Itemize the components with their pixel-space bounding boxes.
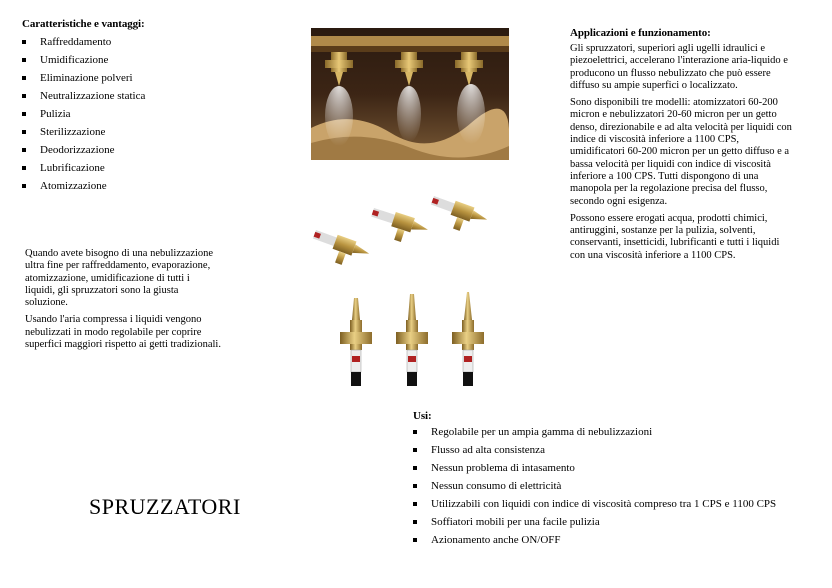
features-section bbox=[22, 18, 272, 195]
angled-nozzles-image bbox=[306, 190, 506, 280]
page-title: SPRUZZATORI bbox=[89, 494, 241, 519]
spray-nozzles-photo bbox=[311, 28, 509, 160]
list-item: Soffiatori mobili per una facile pulizia bbox=[413, 513, 823, 531]
list-item: Atomizzazione bbox=[22, 177, 272, 195]
list-item: Nessun consumo di elettricità bbox=[413, 477, 823, 495]
list-item: Deodorizzazione bbox=[22, 141, 272, 159]
bullet-icon bbox=[22, 40, 26, 44]
intro-text bbox=[25, 248, 221, 356]
applications-section bbox=[570, 27, 792, 267]
bullet-icon bbox=[413, 484, 417, 488]
bullet-icon bbox=[22, 148, 26, 152]
list-item: Nessun problema di intasamento bbox=[413, 459, 823, 477]
bullet-icon bbox=[413, 520, 417, 524]
bullet-icon bbox=[22, 76, 26, 80]
applications-paragraph-2: Sono disponibili tre modelli: atomizzatori 60-200 micron e nebulizzatori 20-60 micron per un getto denso, direzionabile e ad alta velocità per liquidi con indice di viscosità inferiore a 1100 CPS, umidificatori 60-200 micron per un getto diffuso e a bassa velocità per liquidi con indice di viscosità inferiore a 100 CPS. Tutti dispongono di una manopola per la regolazione precisa del flusso, secondo ogni esigenza. bbox=[570, 97, 792, 207]
applications-heading: Applicazioni e funzionamento: bbox=[570, 27, 711, 39]
upright-nozzles-image bbox=[328, 290, 498, 394]
list-item: Flusso ad alta consistenza bbox=[413, 441, 823, 459]
list-item: Umidificazione bbox=[22, 51, 272, 69]
applications-paragraph-1: Gli spruzzatori, superiori agli ugelli idraulici e piezoelettrici, accelerano l'interazione aria-liquido e producono un flusso nebulizzato che può essere diffuso su ampie superfici o localizzato. bbox=[570, 43, 788, 91]
list-item: Pulizia bbox=[22, 105, 272, 123]
bullet-icon bbox=[413, 538, 417, 542]
list-item: Sterilizzazione bbox=[22, 123, 272, 141]
list-item: Azionamento anche ON/OFF bbox=[413, 531, 823, 549]
angled-nozzles-graphic bbox=[306, 190, 506, 280]
features-heading: Caratteristiche e vantaggi: bbox=[22, 18, 145, 30]
uses-list bbox=[413, 423, 823, 549]
bullet-icon bbox=[413, 448, 417, 452]
bullet-icon bbox=[413, 466, 417, 470]
uses-section bbox=[413, 410, 823, 549]
features-list bbox=[22, 33, 272, 195]
list-item: Regolabile per un ampia gamma di nebulizzazioni bbox=[413, 423, 823, 441]
applications-paragraph-3: Possono essere erogati acqua, prodotti chimici, antiruggini, sostanze per la pulizia, solventi, conservanti, insetticidi, lubrificanti e tutti i liquidi con una viscosità inferiore a 1100 CPS. bbox=[570, 212, 780, 261]
list-item: Lubrificazione bbox=[22, 159, 272, 177]
uses-heading: Usi: bbox=[413, 410, 432, 422]
bullet-icon bbox=[22, 184, 26, 188]
list-item: Utilizzabili con liquidi con indice di viscosità compreso tra 1 CPS e 1100 CPS bbox=[413, 495, 823, 513]
list-item: Neutralizzazione statica bbox=[22, 87, 272, 105]
bullet-icon bbox=[22, 94, 26, 98]
applications-text bbox=[570, 43, 792, 262]
bullet-icon bbox=[22, 166, 26, 170]
bullet-icon bbox=[22, 112, 26, 116]
bullet-icon bbox=[22, 130, 26, 134]
intro-paragraph-1: Quando avete bisogno di una nebulizzazione ultra fine per raffreddamento, evaporazione, atomizzazione, umidificazione di tutti i liquidi, gli spruzzatori sono la giusta soluzione. bbox=[25, 248, 214, 309]
bullet-icon bbox=[22, 58, 26, 62]
intro-paragraph-2: Usando l'aria compressa i liquidi vengono nebulizzati in modo regolabile per coprire superfici maggiori rispetto ai getti tradizionali. bbox=[25, 314, 221, 351]
bullet-icon bbox=[413, 430, 417, 434]
list-item: Raffreddamento bbox=[22, 33, 272, 51]
bullet-icon bbox=[413, 502, 417, 506]
upright-nozzles-graphic bbox=[328, 290, 498, 394]
list-item: Eliminazione polveri bbox=[22, 69, 272, 87]
spray-photo-graphic bbox=[311, 28, 509, 160]
